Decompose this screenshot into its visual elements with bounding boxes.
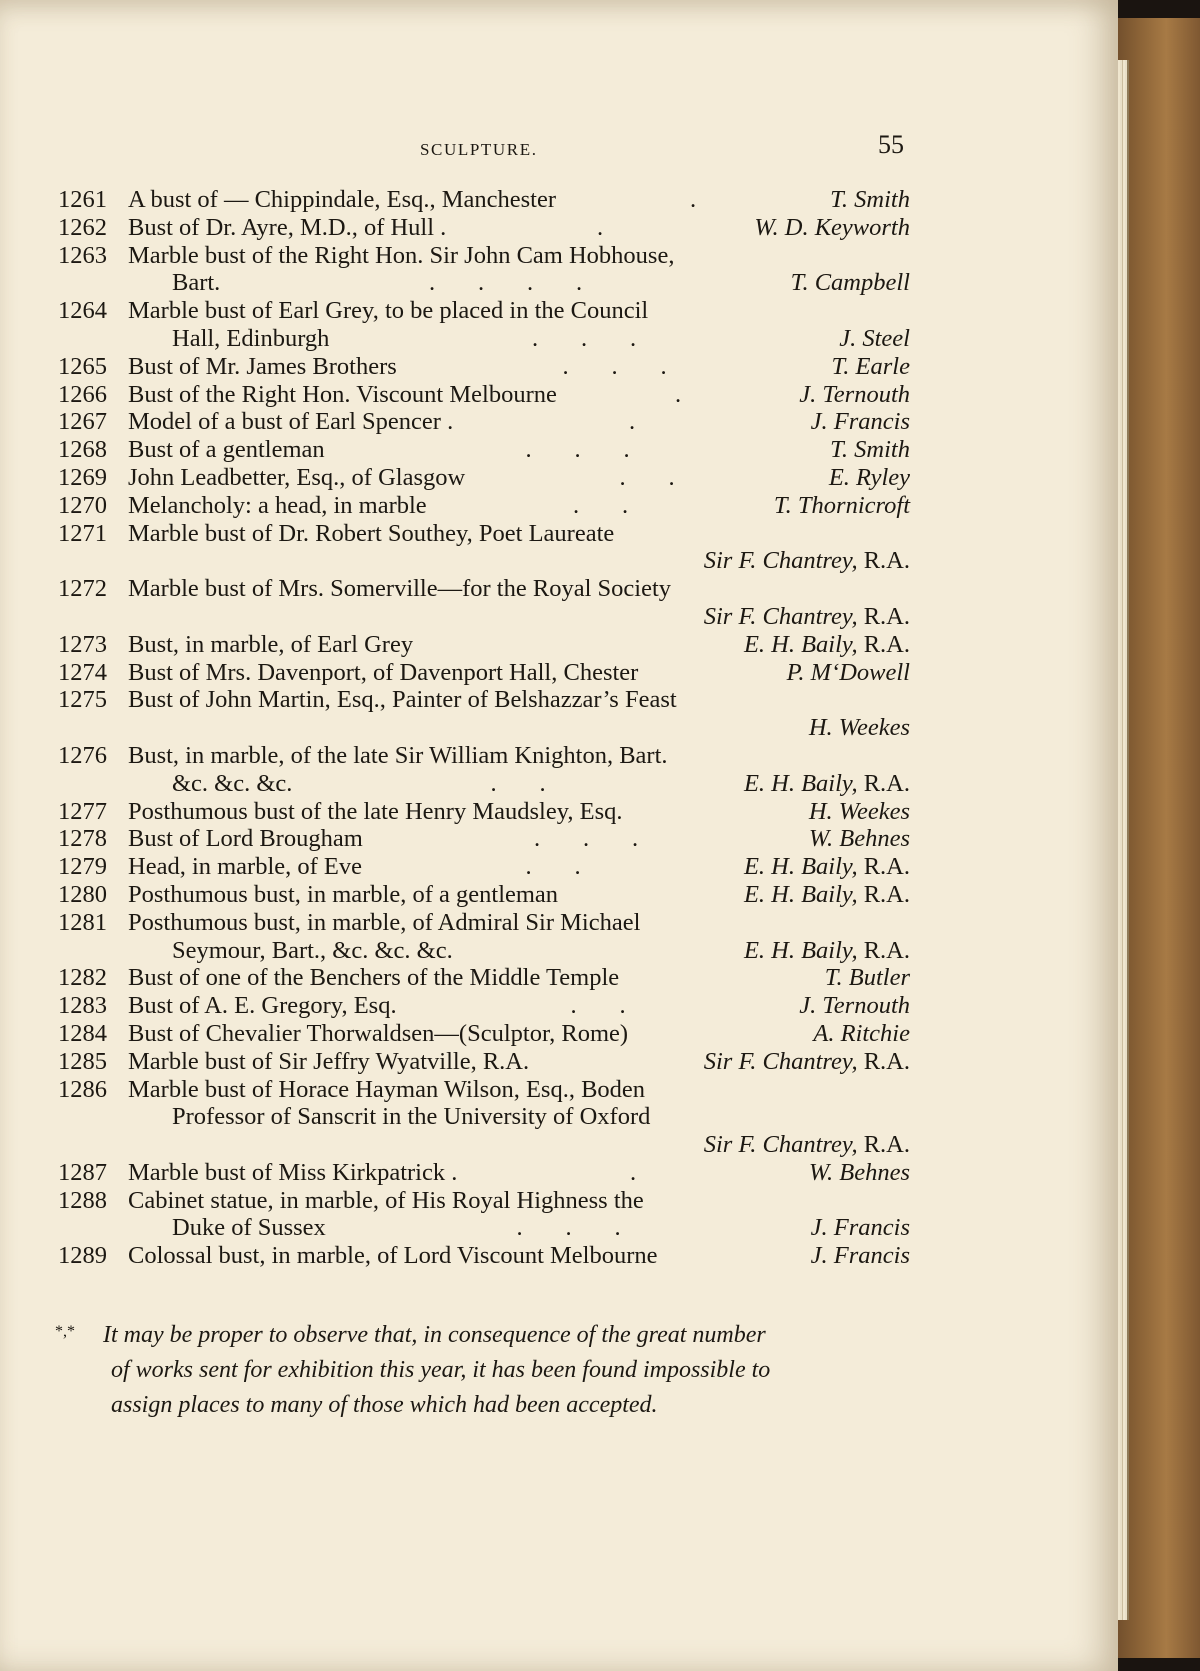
entry-number: 1264 bbox=[58, 297, 107, 325]
entry-line bbox=[50, 1159, 910, 1187]
entry-line bbox=[50, 631, 910, 659]
entry-line bbox=[50, 937, 910, 965]
entry-title: Head, in marble, of Eve bbox=[128, 853, 363, 881]
artist-label: E. H. Baily, bbox=[743, 936, 858, 964]
entry-line bbox=[50, 853, 910, 881]
entry-line bbox=[50, 408, 910, 436]
artist-label: T. Campbell bbox=[790, 269, 910, 297]
entry-title: Posthumous bust, in marble, of Admiral Sir Michael bbox=[128, 908, 641, 936]
catalogue-entry bbox=[50, 297, 910, 353]
footnote-line: of works sent for exhibition this year, it has been found impossible to bbox=[111, 1357, 771, 1383]
entry-number: 1276 bbox=[58, 741, 107, 769]
leader-dots: . bbox=[690, 186, 697, 213]
entry-line bbox=[50, 353, 910, 381]
entry-title: Marble bust of Miss Kirkpatrick . bbox=[128, 1158, 458, 1186]
leader-dots: . . . bbox=[534, 825, 639, 853]
catalogue-entry bbox=[50, 575, 910, 631]
entry-line bbox=[50, 1187, 910, 1215]
entry-title: Hall, Edinburgh bbox=[172, 324, 330, 352]
artist-name bbox=[813, 1020, 910, 1048]
entry-number: 1261 bbox=[58, 186, 107, 213]
entry-title: Marble bust of Sir Jeffry Wyatville, R.A. bbox=[128, 1047, 530, 1075]
entry-line bbox=[50, 269, 910, 297]
catalogue-entry bbox=[50, 436, 910, 464]
artist-label: A. Ritchie bbox=[813, 1019, 910, 1047]
leader-dots: . . bbox=[573, 491, 629, 519]
entry-title: Marble bust of Earl Grey, to be placed in the Council bbox=[128, 297, 649, 325]
entry-number: 1288 bbox=[58, 1186, 107, 1214]
entry-title: Marble bust of the Right Hon. Sir John Cam Hobhouse, bbox=[128, 241, 675, 269]
catalogue-entry bbox=[50, 909, 910, 965]
entry-title: &c. &c. &c. bbox=[172, 769, 293, 797]
artist-honour: R.A. bbox=[857, 1131, 910, 1159]
entry-number: 1289 bbox=[58, 1242, 107, 1270]
entry-line bbox=[50, 1048, 910, 1076]
catalogue-entry bbox=[50, 992, 910, 1020]
entry-number: 1277 bbox=[58, 797, 107, 825]
catalogue-entry bbox=[50, 242, 910, 298]
entry-line bbox=[50, 714, 910, 742]
artist-honour: R.A. bbox=[857, 936, 910, 964]
entry-line bbox=[50, 1242, 910, 1270]
artist-honour: R.A. bbox=[857, 1047, 910, 1075]
entry-title: Bust of Chevalier Thorwaldsen—(Sculptor, Rome) bbox=[128, 1019, 629, 1047]
leader-dots: . . . bbox=[525, 436, 630, 464]
catalogue-entry bbox=[50, 659, 910, 687]
artist-honour: R.A. bbox=[857, 630, 910, 658]
entry-line bbox=[50, 798, 910, 826]
artist-name bbox=[704, 1048, 910, 1076]
entry-number: 1266 bbox=[58, 380, 107, 408]
entry-number: 1267 bbox=[58, 408, 107, 436]
entry-line bbox=[50, 1076, 910, 1104]
artist-label: Sir F. Chantrey, bbox=[703, 602, 858, 630]
artist-name bbox=[811, 1242, 910, 1270]
artist-name bbox=[830, 186, 910, 214]
artist-label: P. M‘Dowell bbox=[786, 658, 910, 686]
entry-line bbox=[50, 1131, 910, 1159]
entry-number: 1274 bbox=[58, 658, 107, 686]
catalogue-entry bbox=[50, 825, 910, 853]
entry-title: Professor of Sanscrit in the University of Oxford bbox=[172, 1103, 651, 1131]
artist-name bbox=[809, 798, 910, 826]
entry-title: Bust of the Right Hon. Viscount Melbourne bbox=[128, 380, 557, 408]
artist-label: H. Weekes bbox=[808, 714, 910, 742]
entry-title: Bust of one of the Benchers of the Middle Temple bbox=[128, 964, 620, 992]
artist-label: T. Butler bbox=[824, 964, 910, 992]
artist-honour: R.A. bbox=[857, 880, 910, 908]
entry-line bbox=[50, 992, 910, 1020]
artist-label: J. Steel bbox=[839, 324, 910, 352]
catalogue-entry bbox=[50, 881, 910, 909]
artist-name bbox=[744, 937, 910, 965]
catalogue-entry bbox=[50, 464, 910, 492]
artist-label: E. H. Baily, bbox=[743, 853, 858, 881]
leader-dots: . bbox=[597, 213, 604, 241]
entry-line bbox=[50, 742, 910, 770]
entry-title: Seymour, Bart., &c. &c. &c. bbox=[172, 936, 453, 964]
catalogue-entry bbox=[50, 381, 910, 409]
artist-name bbox=[811, 1214, 910, 1242]
artist-name bbox=[744, 631, 910, 659]
entry-number: 1275 bbox=[58, 686, 107, 714]
entry-line bbox=[50, 659, 910, 687]
entry-line bbox=[50, 1103, 910, 1131]
entry-title: Bust of John Martin, Esq., Painter of Belshazzar’s Feast bbox=[128, 686, 677, 714]
entry-line bbox=[50, 242, 910, 270]
catalogue-entry bbox=[50, 742, 910, 798]
entry-number: 1262 bbox=[58, 213, 107, 241]
artist-name bbox=[744, 853, 910, 881]
artist-name bbox=[825, 964, 910, 992]
entry-line bbox=[50, 770, 910, 798]
entry-number: 1279 bbox=[58, 853, 107, 881]
artist-label: J. Ternouth bbox=[799, 380, 910, 408]
entry-number: 1263 bbox=[58, 241, 107, 269]
catalogue-entry bbox=[50, 798, 910, 826]
entry-number: 1271 bbox=[58, 519, 107, 547]
artist-name bbox=[830, 436, 910, 464]
entry-number: 1280 bbox=[58, 880, 107, 908]
entry-title: Marble bust of Horace Hayman Wilson, Esq., Boden bbox=[128, 1075, 646, 1103]
catalogue-entry bbox=[50, 492, 910, 520]
artist-label: W. D. Keyworth bbox=[754, 213, 910, 241]
artist-name bbox=[774, 492, 910, 520]
catalogue-entry bbox=[50, 1159, 910, 1187]
entry-title: A bust of — Chippindale, Esq., Manchester bbox=[128, 186, 557, 213]
leader-dots: . . bbox=[570, 992, 626, 1020]
leader-dots: . bbox=[629, 408, 636, 436]
artist-name bbox=[704, 547, 910, 575]
artist-name bbox=[809, 1159, 910, 1187]
catalogue-entry bbox=[50, 1242, 910, 1270]
entry-title: Posthumous bust of the late Henry Maudsley, Esq. bbox=[128, 797, 623, 825]
entry-line bbox=[50, 1020, 910, 1048]
entry-number: 1283 bbox=[58, 992, 107, 1020]
entry-number: 1282 bbox=[58, 964, 107, 992]
catalogue-entry bbox=[50, 1020, 910, 1048]
artist-name bbox=[754, 214, 910, 242]
entry-line bbox=[50, 1214, 910, 1242]
leader-dots: . . . bbox=[562, 352, 667, 380]
artist-name bbox=[809, 714, 910, 742]
entry-line bbox=[50, 381, 910, 409]
catalogue-entry bbox=[50, 964, 910, 992]
artist-label: J. Ternouth bbox=[799, 992, 910, 1020]
artist-label: E. H. Baily, bbox=[743, 880, 858, 908]
footnote-line: assign places to many of those which had been accepted. bbox=[111, 1392, 658, 1418]
entry-number: 1270 bbox=[58, 491, 107, 519]
artist-name bbox=[799, 992, 910, 1020]
entry-line bbox=[50, 909, 910, 937]
artist-label: T. Earle bbox=[831, 352, 910, 380]
footnote-line: It may be proper to observe that, in consequence of the great number bbox=[103, 1322, 766, 1348]
catalogue-entry bbox=[50, 1076, 910, 1159]
artist-honour: R.A. bbox=[857, 769, 910, 797]
entry-number: 1284 bbox=[58, 1019, 107, 1047]
entry-number: 1273 bbox=[58, 630, 107, 658]
entry-number: 1272 bbox=[58, 575, 107, 603]
artist-label: T. Smith bbox=[830, 436, 910, 464]
entry-line bbox=[50, 325, 910, 353]
entry-number: 1281 bbox=[58, 908, 107, 936]
entry-title: Bust, in marble, of the late Sir William Knighton, Bart. bbox=[128, 741, 668, 769]
entry-title: Marble bust of Mrs. Somerville—for the Royal Society bbox=[128, 575, 671, 603]
artist-label: E. H. Baily, bbox=[743, 769, 858, 797]
artist-label: J. Francis bbox=[810, 1242, 910, 1270]
entry-title: Bust of Lord Brougham bbox=[128, 825, 363, 853]
entry-title: Bust of Mr. James Brothers bbox=[128, 352, 397, 380]
entry-line bbox=[50, 964, 910, 992]
entry-line bbox=[50, 520, 910, 548]
artist-label: T. Thornicroft bbox=[773, 491, 910, 519]
artist-name bbox=[791, 269, 910, 297]
page-number: 55 bbox=[878, 130, 904, 159]
artist-label: T. Smith bbox=[830, 186, 910, 213]
artist-name bbox=[744, 770, 910, 798]
artist-label: Sir F. Chantrey, bbox=[703, 1131, 858, 1159]
artist-name bbox=[811, 408, 910, 436]
artist-name bbox=[839, 325, 910, 353]
artist-name bbox=[744, 881, 910, 909]
artist-name bbox=[704, 1131, 910, 1159]
catalogue-entry bbox=[50, 520, 910, 576]
entry-number: 1278 bbox=[58, 825, 107, 853]
entry-line bbox=[50, 492, 910, 520]
entry-number: 1268 bbox=[58, 436, 107, 464]
artist-label: Sir F. Chantrey, bbox=[703, 547, 858, 575]
entry-title: Marble bust of Dr. Robert Southey, Poet Laureate bbox=[128, 519, 615, 547]
catalogue-entry bbox=[50, 853, 910, 881]
entry-line bbox=[50, 436, 910, 464]
entry-title: Duke of Sussex bbox=[172, 1214, 326, 1242]
catalogue-entry bbox=[50, 1048, 910, 1076]
artist-name bbox=[829, 464, 910, 492]
entry-title: John Leadbetter, Esq., of Glasgow bbox=[128, 463, 466, 491]
artist-label: J. Francis bbox=[810, 1214, 910, 1242]
entry-line bbox=[50, 297, 910, 325]
entry-line bbox=[50, 547, 910, 575]
entry-title: Bust of Mrs. Davenport, of Davenport Hall, Chester bbox=[128, 658, 639, 686]
entry-title: Colossal bust, in marble, of Lord Viscount Melbourne bbox=[128, 1242, 658, 1270]
entry-title: Cabinet statue, in marble, of His Royal Highness the bbox=[128, 1186, 644, 1214]
catalogue-entry bbox=[50, 686, 910, 742]
catalogue-entry bbox=[50, 408, 910, 436]
running-head bbox=[0, 130, 1118, 170]
artist-label: Sir F. Chantrey, bbox=[703, 1047, 858, 1075]
leader-dots: . . bbox=[525, 853, 581, 881]
leader-dots: . . . bbox=[532, 324, 637, 352]
artist-name bbox=[799, 381, 910, 409]
catalogue-entry bbox=[50, 1187, 910, 1243]
artist-honour: R.A. bbox=[857, 853, 910, 881]
entry-number: 1269 bbox=[58, 463, 107, 491]
entry-line bbox=[50, 214, 910, 242]
artist-label: W. Behnes bbox=[808, 825, 910, 853]
artist-label: W. Behnes bbox=[808, 1158, 910, 1186]
entry-number: 1287 bbox=[58, 1158, 107, 1186]
entry-line bbox=[50, 186, 910, 214]
artist-name bbox=[809, 825, 910, 853]
entry-line bbox=[50, 825, 910, 853]
asterism-mark: *,* bbox=[55, 1323, 75, 1340]
entry-line bbox=[50, 881, 910, 909]
artist-label: E. H. Baily, bbox=[743, 630, 858, 658]
catalogue-entry bbox=[50, 631, 910, 659]
entry-title: Bust of A. E. Gregory, Esq. bbox=[128, 992, 397, 1020]
entry-number: 1265 bbox=[58, 352, 107, 380]
artist-name bbox=[832, 353, 911, 381]
artist-name bbox=[787, 659, 910, 687]
entry-line bbox=[50, 686, 910, 714]
entry-title: Posthumous bust, in marble, of a gentleman bbox=[128, 880, 559, 908]
leader-dots: . . bbox=[490, 769, 546, 797]
catalogue-entry bbox=[50, 186, 910, 214]
entry-title: Bust, in marble, of Earl Grey bbox=[128, 630, 414, 658]
artist-honour: R.A. bbox=[857, 547, 910, 575]
artist-label: J. Francis bbox=[810, 408, 910, 436]
leader-dots: . bbox=[630, 1158, 637, 1186]
leader-dots: . . . . bbox=[429, 269, 583, 297]
entry-number: 1285 bbox=[58, 1047, 107, 1075]
entry-title: Model of a bust of Earl Spencer . bbox=[128, 408, 454, 436]
artist-name bbox=[704, 603, 910, 631]
leader-dots: . bbox=[675, 380, 682, 408]
entry-line bbox=[50, 464, 910, 492]
section-title: SCULPTURE. bbox=[420, 140, 538, 159]
entry-title: Bart. bbox=[172, 269, 221, 297]
catalogue-list bbox=[50, 186, 910, 1270]
artist-label: H. Weekes bbox=[808, 797, 910, 825]
entry-line bbox=[50, 575, 910, 603]
entry-title: Bust of a gentleman bbox=[128, 436, 325, 464]
artist-label: E. Ryley bbox=[828, 463, 910, 491]
leader-dots: . . . bbox=[516, 1214, 621, 1242]
entry-number: 1286 bbox=[58, 1075, 107, 1103]
catalogue-entry bbox=[50, 214, 910, 242]
entry-title: Melancholy: a head, in marble bbox=[128, 491, 427, 519]
catalogue-entry bbox=[50, 353, 910, 381]
leader-dots: . . bbox=[619, 463, 675, 491]
artist-honour: R.A. bbox=[857, 602, 910, 630]
entry-line bbox=[50, 603, 910, 631]
entry-title: Bust of Dr. Ayre, M.D., of Hull . bbox=[128, 213, 447, 241]
